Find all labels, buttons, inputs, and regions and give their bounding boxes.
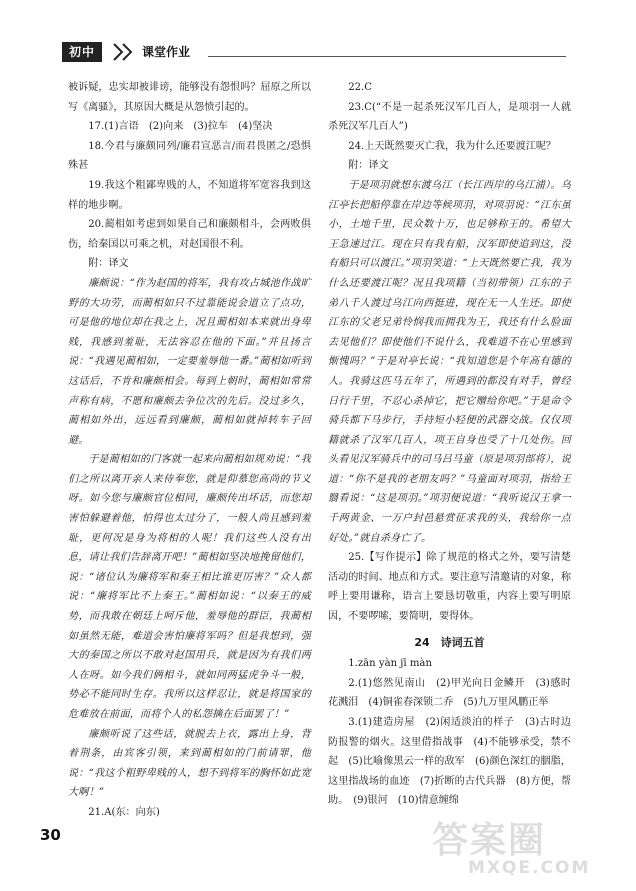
- poem-answer-1: 1.zān yàn jī màn: [348, 658, 432, 670]
- translation-paragraph: 廉颇说：“作为赵国的将军，我有攻占城池作战旷野的大功劳，而蔺相如只不过靠能说会道立了点功，可是他的地位却在我之上，况且蔺相如本来就出身卑贱，我感到羞耻，无法容忍在他的下面。”并且扬言说：“我遇见蔺相如，一定要羞辱他一番。”蔺相如听到这话后，不肯和廉颇相会。每到上朝时，蔺相如常常声称有病，不愿和廉颇去争位次的先后。没过多久，蔺相如外出，远远看到廉颇，蔺相如就掉转车子回避。: [68, 277, 311, 446]
- translation-label: 附：译文: [348, 160, 389, 172]
- poem-answer-2: 2.(1)悠然见南山 (2)甲光向日金鳞开 (3)感时花溅泪 (4)铜雀春深锁二乔 (5)九万里风鹏正举: [328, 677, 571, 709]
- watermark-logo: [432, 812, 622, 882]
- right-column: [328, 78, 571, 811]
- left-column: [68, 78, 311, 823]
- header-rule: [208, 56, 566, 57]
- answer-20: 20.蔺相如考虑到如果自己和廉颇相斗，会两败俱伤，给秦国以可乘之机，对赵国很不利。: [68, 219, 311, 250]
- answer-25: 25.【写作提示】除了规范的格式之外，要写清楚活动的时间、地点和方式。要注意写清邀请的对象，称呼上要用谦称，语言上要恳切敬重，内容上要写明原因，不要啰嗦，要简明，要得体。: [328, 552, 571, 623]
- answer-text: 被诉疑，忠实却被诽谤，能够没有怨恨吗？屈原之所以写《离骚》，其原因大概是从怨愤引起的。: [68, 82, 311, 113]
- page-number: 30: [40, 826, 61, 844]
- translation-paragraph: 于是项羽就想东渡乌江（长江西岸的乌江浦）。乌江亭长把船停靠在岸边等候项羽，对项羽说：“江东虽小，土地千里，民众数十万，也足够称王的。希望大王急速过江。现在只有我有船，汉军即使追到这，没有船只可以渡江。”项羽笑道：“上天既然要亡我，我为什么还要渡江呢？况且我项籍（当初带领）江东的子弟八千人渡过乌江向西挺进，现在无一人生还。即使江东的父老兄弟怜悯我而拥我为王，我还有什么脸面去见他们？即使他们不说什么，我难道不在心里感到惭愧吗？”于是对亭长说：“我知道您是个年高有德的人。我骑这匹马五年了，所遇到的都没有对手，曾经日行千里，不忍心杀掉它，把它赠给你吧。”于是命令骑兵都下马步行，手持短小轻便的武器交战。仅仅项籍就杀了汉军几百人，项王自身也受了十几处伤。回头看见汉军骑兵中的司马吕马童（原是项羽部将），说道：“你不是我的老朋友吗？”马童面对项羽，指给王翳看说：“这是项羽。”项羽便说道：“我听说汉王拿一千两黄金、一万户封邑悬赏征求我的头，我给你一点好处。”就自杀身亡了。: [328, 179, 571, 544]
- answer-21: 21.A(东：向东): [88, 806, 160, 818]
- poem-answer-3: 3.(1)建造房屋 (2)闲适淡泊的样子 (3)古时边防报警的烟火。这里借指战事 (4)不能够承受，禁不起 (5)比喻像黑云一样的敌军 (6)颜色深红的胭脂，这里指战场的血迹 (7)折断的古代兵器 (8)方便，帮助。 (9)银河 (10)情意缠绵: [328, 717, 571, 807]
- level-badge: 初中: [62, 42, 102, 62]
- page-header: [62, 42, 567, 64]
- translation-paragraph: 于是蔺相如的门客就一起来向蔺相如规劝说：“我们之所以离开亲人来侍奉您，就是仰慕您高尚的节义呀。如今您与廉颇官位相同，廉颇传出坏话，而您却害怕躲避着他，怕得也太过分了，一般人尚且感到羞耻，更何况是身为将相的人呢！我们这些人没有出息，请让我们告辞离开吧！”蔺相如坚决地挽留他们，说：“诸位认为廉将军和秦王相比谁更厉害？”众人都说：“廉将军比不上秦王。”蔺相如说：“以秦王的威势，而我敢在朝廷上呵斥他，羞辱他的群臣，我蔺相如虽然无能，难道会害怕廉将军吗？但是我想到，强大的秦国之所以不敢对赵国用兵，就是因为有我们两人在呀。如今我们俩相斗，就如同两猛虎争斗一般，势必不能同时生存。我所以这样忍让，就是将国家的危难放在前面，而将个人的私怨摘在后面罢了！”: [68, 454, 311, 720]
- answer-17: 17.(1)言语 (2)向来 (3)拉车 (4)坚决: [88, 121, 273, 133]
- section-title: 24 诗词五首: [414, 635, 485, 649]
- translation-paragraph: 廉颇听说了这些话，就脱去上衣，露出上身，背着荆条，由宾客引领，来到蔺相如的门前请罪，他说：“我这个粗野卑贱的人，想不到将军的胸怀如此宽大啊！”: [68, 728, 311, 799]
- watermark-text: 答案圈: [432, 820, 547, 861]
- answer-23: 23.C(“不是一起杀死汉军几百人，是项羽一人就杀死汉军几百人”): [328, 101, 571, 133]
- translation-label: 附：译文: [88, 258, 129, 270]
- answer-22: 22.C: [348, 82, 372, 93]
- watermark-url: MXQE.COM: [468, 858, 591, 878]
- answer-24: 24.上天既然要灭亡我，我为什么还要渡江呢？: [348, 140, 557, 152]
- book-title: 课堂作业: [142, 45, 191, 59]
- answer-18: 18.今君与廉颇同列/廉君宣恶言/而君畏匿之/恐惧殊甚: [68, 140, 311, 172]
- double-chevron-icon: [112, 43, 138, 61]
- answer-19: 19.我这个粗鄙卑贱的人，不知道将军宽容我到这样的地步啊。: [68, 179, 311, 211]
